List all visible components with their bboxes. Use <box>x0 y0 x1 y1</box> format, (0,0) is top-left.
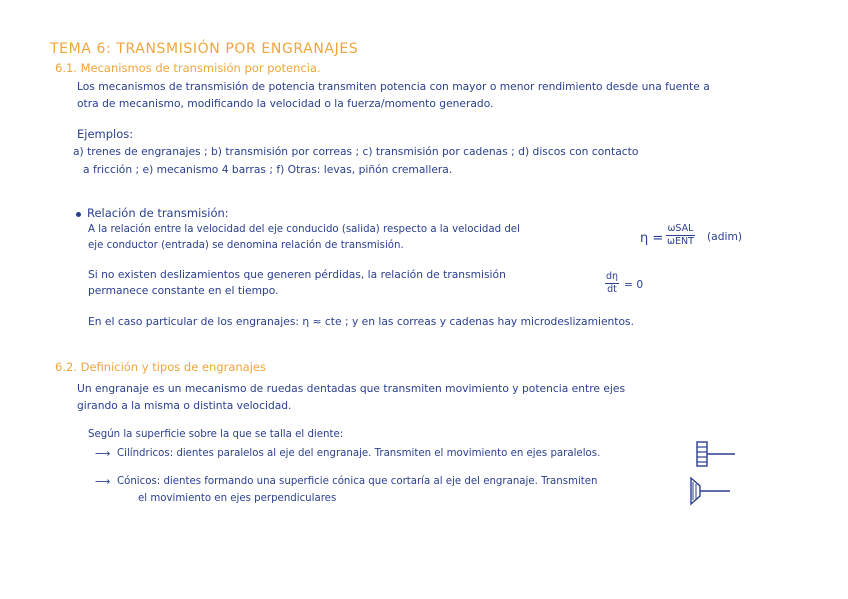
definition-line-2: girando a la misma o distinta velocidad. <box>77 399 292 412</box>
relation-label: Relación de transmisión: <box>87 206 229 220</box>
cylindrical-gear-icon <box>695 440 735 470</box>
formula-derivative-rhs: = 0 <box>624 278 644 291</box>
section-heading-6-1: 6.1. Mecanismos de transmisión por potencia. <box>55 61 321 75</box>
type-cylindrical-text: Cilíndricos: dientes paralelos al eje del engranaje. Transmiten el movimiento en ejes paralelos. <box>117 448 601 459</box>
page-title: TEMA 6: TRANSMISIÓN POR ENGRANAJES <box>50 41 359 57</box>
examples-line-1: a) trenes de engranajes ; b) transmisión por correas ; c) transmisión por cadenas ; d) discos con contacto <box>73 145 639 158</box>
particular-case-line: En el caso particular de los engranajes: η ≈ cte ; y en las correas y cadenas hay microdeslizamientos. <box>88 315 635 328</box>
constancy-line-2: permanece constante en el tiempo. <box>88 284 279 297</box>
bullet-dot-icon <box>76 212 81 217</box>
type-conical-text-line-1: Cónicos: dientes formando una superficie cónica que cortaría al eje del engranaje. Transmiten <box>117 476 598 487</box>
examples-label: Ejemplos: <box>77 127 134 141</box>
arrow-right-icon: ⟶ <box>95 447 111 460</box>
formula-eta-denominator: ωENT <box>667 235 694 247</box>
examples-line-2: a fricción ; e) mecanismo 4 barras ; f) Otras: levas, piñón cremallera. <box>83 163 453 176</box>
arrow-right-icon: ⟶ <box>95 475 111 488</box>
intro-line-2: otra de mecanismo, modificando la velocidad o la fuerza/momento generado. <box>77 97 494 110</box>
type-conical-text-line-2: el movimiento en ejes perpendiculares <box>138 493 337 504</box>
constancy-line-1: Si no existen deslizamientos que generen pérdidas, la relación de transmisión <box>88 268 506 281</box>
formula-derivative-denominator: dt <box>607 283 617 295</box>
formula-eta-numerator: ωSAL <box>667 223 694 234</box>
formula-eta-unit: (adim) <box>707 230 743 243</box>
relation-line-1: A la relación entre la velocidad del eje conducido (salida) respecto a la velocidad del <box>88 224 520 235</box>
formula-derivative-fraction <box>605 272 619 294</box>
intro-line-1: Los mecanismos de transmisión de potencia transmiten potencia con mayor o menor rendimiento desde una fuente a <box>77 80 710 93</box>
formula-eta-symbol: η = <box>640 231 664 246</box>
definition-line-1: Un engranaje es un mecanismo de ruedas dentadas que transmiten movimiento y potencia entre ejes <box>77 382 626 395</box>
relation-line-2: eje conductor (entrada) se denomina relación de transmisión. <box>88 240 404 251</box>
formula-derivative-numerator: dη <box>606 271 619 282</box>
conical-gear-icon <box>688 474 732 508</box>
formula-eta-fraction <box>666 224 695 246</box>
classification-label: Según la superficie sobre la que se talla el diente: <box>88 429 344 440</box>
section-heading-6-2: 6.2. Definición y tipos de engranajes <box>55 360 266 374</box>
